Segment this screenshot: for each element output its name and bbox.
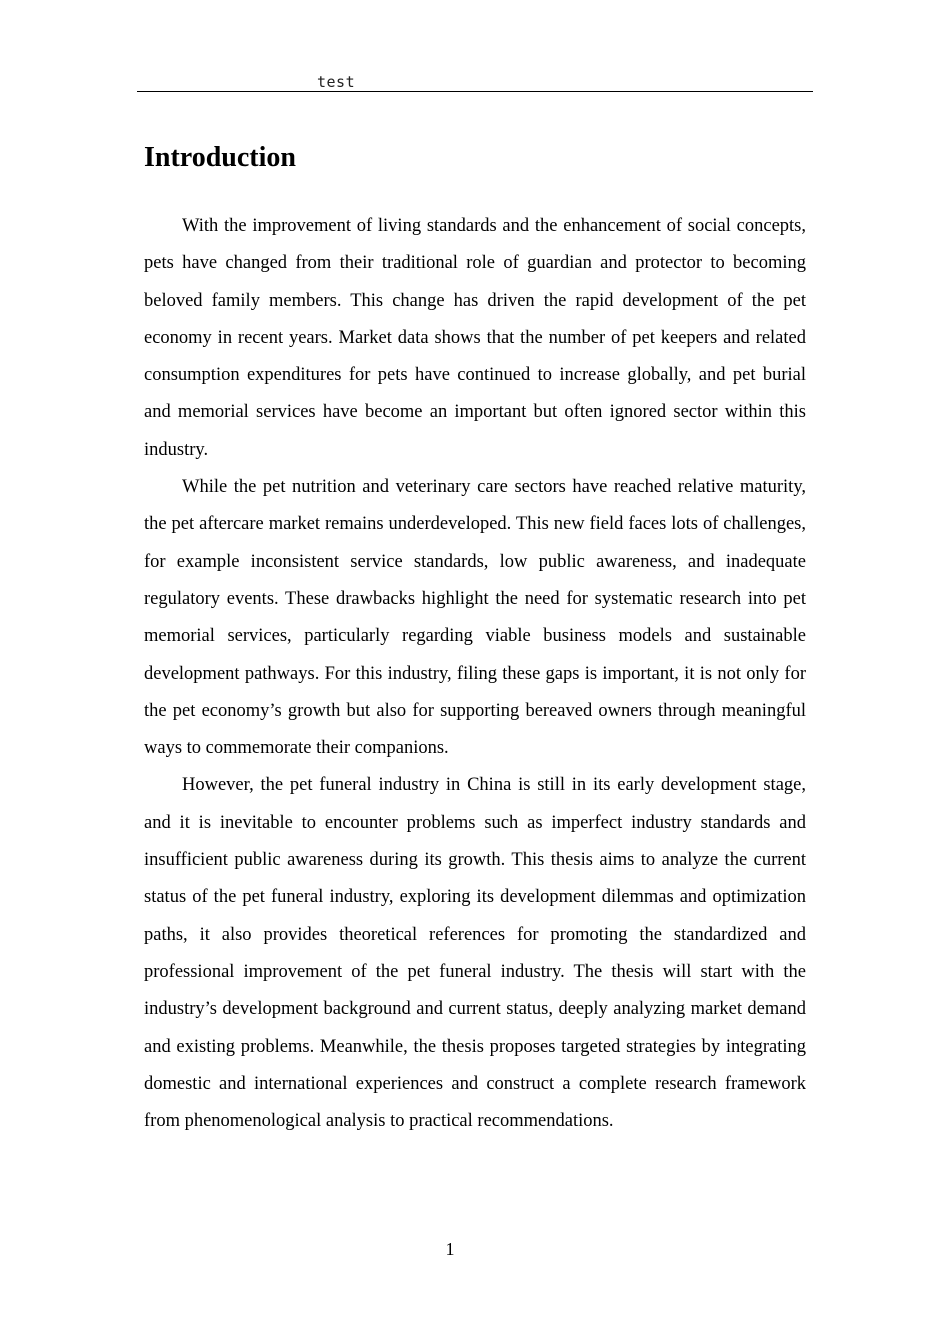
paragraph: However, the pet funeral industry in China is still in its early development stage, and it is inevitable to encounter problems such as imperfect industry standards and insufficient public awareness during its growth. This thesis aims to analyze the current status of the pet funeral industry, exploring its development dilemmas and optimization paths, it also provides theoretical references for promoting the standardized and professional improvement of the pet funeral industry. The thesis will start with the industry’s development background and current status, deeply analyzing market demand and existing problems. Meanwhile, the thesis proposes targeted strategies by integrating domestic and international experiences and construct a complete research framework from phenomenological analysis to practical recommendations.	[144, 775, 806, 1132]
body-text	[144, 208, 806, 1140]
page-number: 1	[445, 1239, 455, 1259]
paragraph: While the pet nutrition and veterinary care sectors have reached relative maturity, the pet aftercare market remains underdeveloped. This new field faces lots of challenges, for example inconsistent service standards, low public awareness, and inadequate regulatory events. These drawbacks highlight the need for systematic research into pet memorial services, particularly regarding viable business models and sustainable development pathways. For this industry, filing these gaps is important, it is not only for the pet economy’s growth but also for supporting bereaved owners through meaningful ways to commemorate their companions.	[144, 477, 806, 759]
section-title: Introduction	[144, 142, 296, 173]
header-divider	[137, 91, 813, 92]
running-header: test	[317, 73, 356, 91]
paragraph: With the improvement of living standards and the enhancement of social concepts, pets have changed from their traditional role of guardian and protector to becoming beloved family members. This change has driven the rapid development of the pet economy in recent years. Market data shows that the number of pet keepers and related consumption expenditures for pets have continued to increase globally, and pet burial and memorial services have become an important but often ignored sector within this industry.	[144, 216, 806, 460]
